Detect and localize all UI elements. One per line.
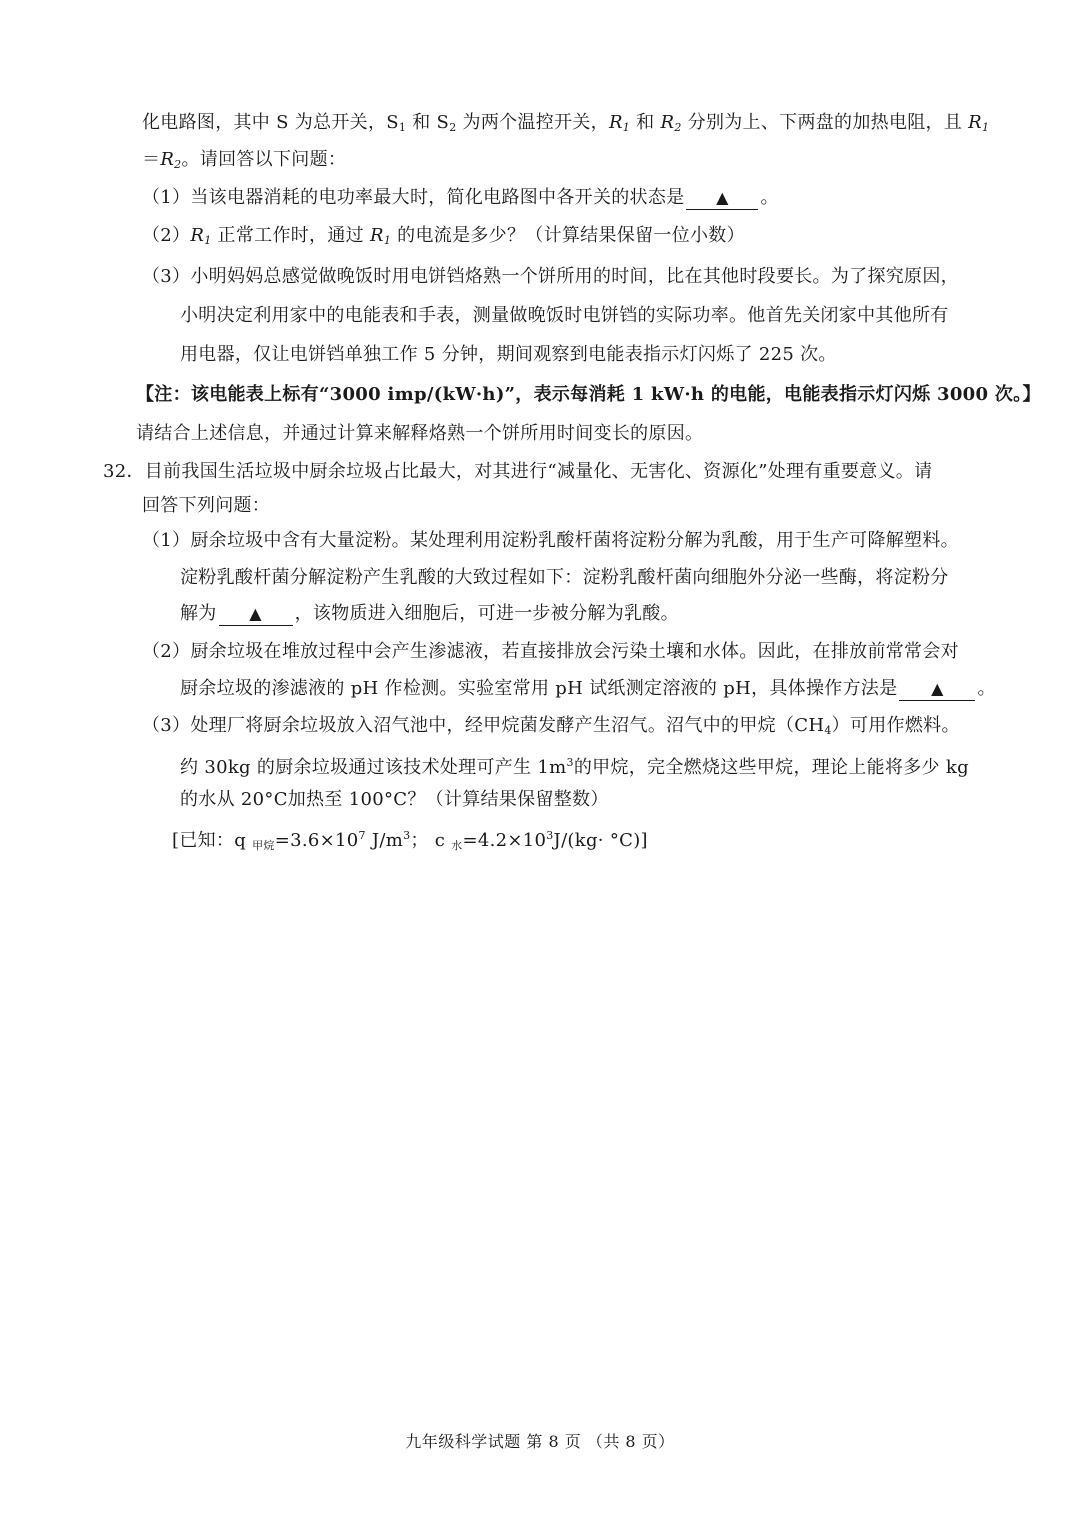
intro-line-1: 化电路图，其中 S 为总开关，$S_1$ 和 $S_2$ 为两个温控开关，$R_1$ 和 $R_2$ 分别为上、下两盘的加热电阻，且 $R_1$	[142, 112, 990, 134]
answer-blank[interactable]	[219, 603, 293, 626]
q32-line-2: 回答下列问题：	[142, 495, 271, 516]
triangle-icon: ▲	[249, 604, 262, 623]
q32-part3-line-2: 约 30kg 的厨余垃圾通过该技术处理可产生 $1m^3$的甲烷，完全燃烧这些甲烷，理论上能将多少 kg	[180, 756, 969, 778]
q32-part2-line-1: （2）厨余垃圾在堆放过程中会产生渗滤液，若直接排放会污染土壤和水体。因此，在排放前常常会对	[142, 641, 959, 662]
q31-part3-line-1: （3）小明妈妈总感觉做晚饭时用电饼铛烙熟一个饼所用的时间，比在其他时段要长。为了探究原因，	[142, 266, 959, 287]
q31-part3-line-3: 用电器，仅让电饼铛单独工作 5 分钟，期间观察到电能表指示灯闪烁了 225 次。	[180, 344, 837, 365]
q31-part2: $(2)R_1$ 正常工作时，通过 $R_1$ 的电流是多少？（计算结果保留一位小数）	[142, 225, 745, 247]
q32-part1-line-2: 淀粉乳酸杆菌分解淀粉产生乳酸的大致过程如下：淀粉乳酸杆菌向细胞外分泌一些酶，将淀粉分	[180, 567, 949, 588]
q32-part1-line-1: （1）厨余垃圾中含有大量淀粉。某处理利用淀粉乳酸杆菌将淀粉分解为乳酸，用于生产可降解塑料。	[142, 530, 959, 551]
answer-blank[interactable]	[899, 678, 975, 701]
triangle-icon: ▲	[931, 679, 944, 698]
q32-part3-line-3: 的水从 20°C加热至 100°C？（计算结果保留整数）	[180, 789, 609, 810]
q32-part1-line-3: 解为 ▲ ，该物质进入细胞后，可进一步被分解为乳酸。	[180, 603, 679, 624]
answer-blank[interactable]	[686, 187, 758, 210]
q31-note: 【注：该电能表上标有“3000 imp/(kW·h)”，表示每消耗 1 kW·h 的电能，电能表指示灯闪烁 3000 次。】	[136, 384, 1041, 405]
q31-part3-line-2: 小明决定利用家中的电能表和手表，测量做晚饭时电饼铛的实际功率。他首先关闭家中其他所有	[180, 305, 949, 326]
q31-part1: （1）当该电器消耗的电功率最大时，简化电路图中各开关的状态是 ▲ 。	[142, 187, 779, 208]
page-footer: 九年级科学试题 第 8 页 （共 8 页）	[405, 1432, 675, 1451]
triangle-icon: ▲	[716, 188, 729, 207]
q32-part3-line-1: （3）处理厂将厨余垃圾放入沼气池中，经甲烷菌发酵产生沼气。沼气中的甲烷$(CH_4)$可用作燃料。	[142, 715, 960, 737]
intro-line-2: $=R_2$。请回答以下问题：	[142, 149, 347, 171]
q31-ask: 请结合上述信息，并通过计算来解释烙熟一个饼所用时间变长的原因。	[136, 423, 704, 444]
q32-known-values: [已知：q $_{甲烷}=3.6\times 10^7$ $J/m^3$； c $_水=4.2\times 10^3J/(kg\cdot ^\circ C)$]	[172, 829, 648, 852]
q32-line-1: 32．目前我国生活垃圾中厨余垃圾占比最大，对其进行“减量化、无害化、资源化”处理有重要意义。请	[103, 461, 933, 482]
q32-part2-line-2: 厨余垃圾的渗滤液的 pH 作检测。实验室常用 pH 试纸测定溶液的 pH，具体操作方法是 ▲ 。	[180, 678, 996, 699]
